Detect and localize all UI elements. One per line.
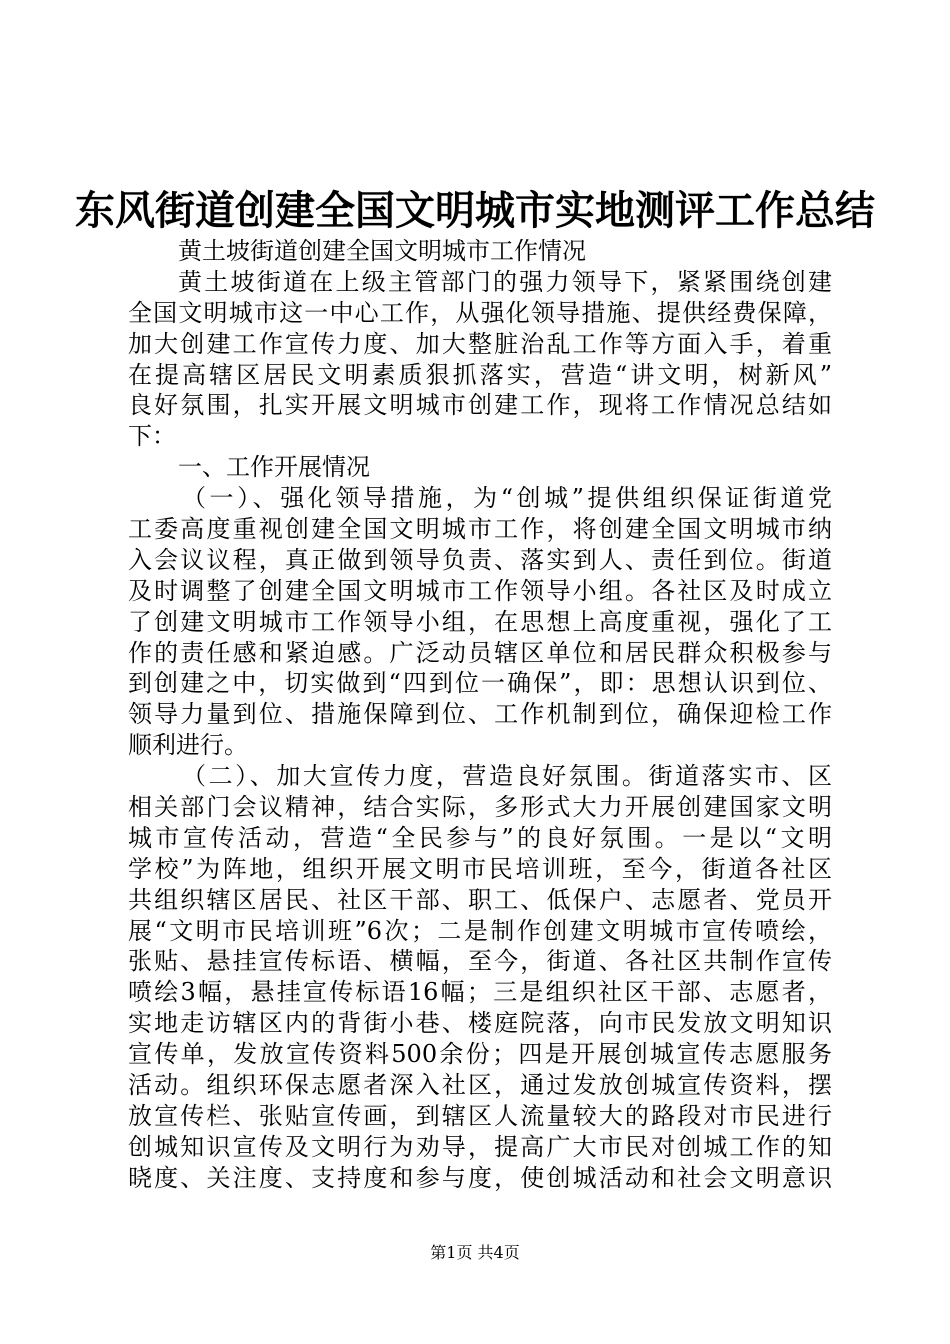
document-body bbox=[128, 236, 832, 1194]
page-footer: 第1页 共4页 bbox=[430, 1243, 520, 1262]
paragraph-line: 在提高辖区居民文明素质狠抓落实，营造“讲文明，树新风” bbox=[128, 360, 832, 389]
paragraph-line: 相关部门会议精神，结合实际，多形式大力开展创建国家文明 bbox=[128, 793, 832, 822]
section-heading: 一、工作开展情况 bbox=[178, 453, 370, 482]
subtitle-line: 黄土坡街道创建全国文明城市工作情况 bbox=[178, 237, 586, 265]
paragraph-line: 学校”为阵地，组织开展文明市民培训班，至今，街道各社区 bbox=[128, 854, 832, 883]
paragraph-line: 活动。组织环保志愿者深入社区，通过发放创城宣传资料，摆 bbox=[128, 1071, 832, 1100]
paragraph-line: 黄土坡街道在上级主管部门的强力领导下，紧紧围绕创建 bbox=[178, 267, 832, 296]
paragraph-line: 创城知识宣传及文明行为劝导，提高广大市民对创城工作的知 bbox=[128, 1132, 832, 1161]
paragraph-line: 顺利进行。 bbox=[128, 731, 248, 760]
document-title: 东风街道创建全国文明城市实地测评工作总结 bbox=[75, 187, 875, 234]
paragraph-line: 工委高度重视创建全国文明城市工作，将创建全国文明城市纳 bbox=[128, 515, 832, 544]
paragraph-line: 实地走访辖区内的背街小巷、楼庭院落，向市民发放文明知识 bbox=[128, 1009, 832, 1038]
paragraph-line: 了创建文明城市工作领导小组，在思想上高度重视，强化了工 bbox=[128, 607, 832, 636]
paragraph-line: 及时调整了创建全国文明城市工作领导小组。各社区及时成立 bbox=[128, 576, 832, 605]
paragraph-line: 作的责任感和紧迫感。广泛动员辖区单位和居民群众积极参与 bbox=[128, 638, 832, 667]
paragraph-line: 下： bbox=[128, 422, 176, 451]
paragraph-line: 晓度、关注度、支持度和参与度，使创城活动和社会文明意识 bbox=[128, 1163, 832, 1192]
paragraph-line: 展“文明市民培训班”6次；二是制作创建文明城市宣传喷绘， bbox=[128, 916, 832, 945]
paragraph-line: 加大创建工作宣传力度、加大整脏治乱工作等方面入手，着重 bbox=[128, 329, 832, 358]
paragraph-line: 喷绘3幅，悬挂宣传标语16幅；三是组织社区干部、志愿者， bbox=[128, 978, 832, 1007]
paragraph-line: 放宣传栏、张贴宣传画，到辖区人流量较大的路段对市民进行 bbox=[128, 1101, 832, 1130]
paragraph-line: 领导力量到位、措施保障到位、工作机制到位，确保迎检工作 bbox=[128, 700, 832, 729]
paragraph-line: 到创建之中，切实做到“四到位一确保”，即：思想认识到位、 bbox=[128, 669, 832, 698]
paragraph-line: 城市宣传活动，营造“全民参与”的良好氛围。一是以“文明 bbox=[128, 823, 832, 852]
paragraph-line: 良好氛围，扎实开展文明城市创建工作，现将工作情况总结如 bbox=[128, 391, 832, 420]
paragraph-line: （二）、加大宣传力度，营造良好氛围。街道落实市、区 bbox=[182, 762, 832, 791]
paragraph-line: 张贴、悬挂宣传标语、横幅，至今，街道、各社区共制作宣传 bbox=[128, 947, 832, 976]
paragraph-line: （一）、强化领导措施，为“创城”提供组织保证街道党 bbox=[182, 484, 832, 513]
paragraph-line: 宣传单，发放宣传资料500余份；四是开展创城宣传志愿服务 bbox=[128, 1040, 832, 1069]
paragraph-line: 全国文明城市这一中心工作，从强化领导措施、提供经费保障， bbox=[128, 298, 832, 327]
paragraph-line: 共组织辖区居民、社区干部、职工、低保户、志愿者、党员开 bbox=[128, 885, 832, 914]
paragraph-line: 入会议议程，真正做到领导负责、落实到人、责任到位。街道 bbox=[128, 545, 832, 574]
